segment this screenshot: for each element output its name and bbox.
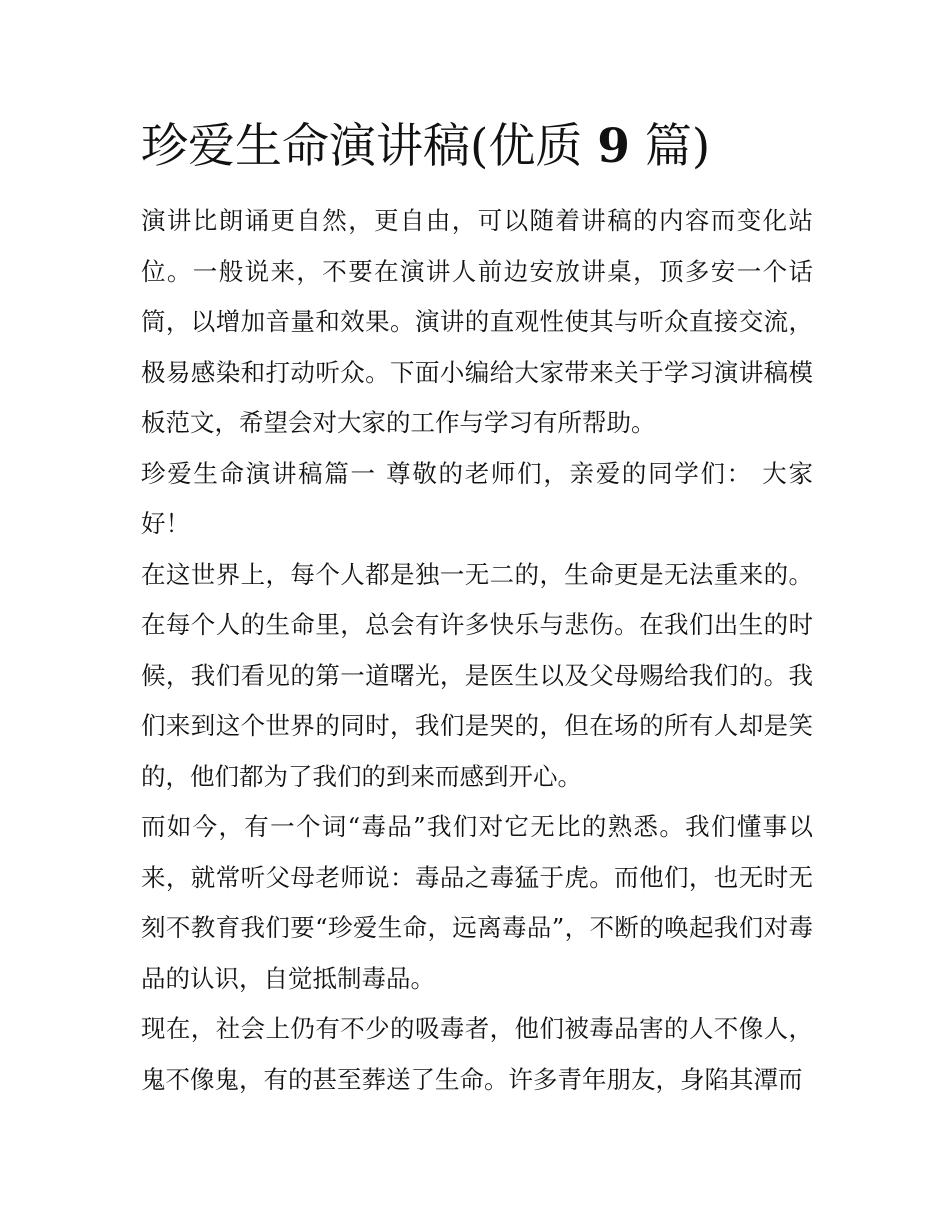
document-body: [141, 112, 813, 1105]
greeting-paragraph: 珍爱生命演讲稿篇一 尊敬的老师们，亲爱的同学们： 大家好！: [141, 458, 813, 538]
title-suffix: 篇): [629, 119, 711, 174]
body-paragraph: 现在，社会上仍有不少的吸毒者，他们被毒品害的人不像人，鬼不像鬼，有的甚至葬送了生命。许多青年朋友，身陷其潭而: [141, 1014, 813, 1094]
intro-paragraph: 演讲比朗诵更自然，更自由，可以随着讲稿的内容而变化站位。一般说来，不要在演讲人前边安放讲桌，顶多安一个话筒，以增加音量和效果。演讲的直观性使其与听众直接交流，极易感染和打动听众。下面小编给大家带来关于学习演讲稿模板范文，希望会对大家的工作与学习有所帮助。: [141, 206, 813, 437]
document-title: [141, 112, 813, 182]
title-number: 9: [597, 119, 630, 174]
title-prefix: 珍爱生命演讲稿(优质: [141, 119, 598, 174]
body-paragraph: 在这世界上，每个人都是独一无二的，生命更是无法重来的。在每个人的生命里，总会有许多快乐与悲伤。在我们出生的时候，我们看见的第一道曙光，是医生以及父母赐给我们的。我们来到这个世界的同时，我们是哭的，但在场的所有人却是笑的，他们都为了我们的到来而感到开心。: [141, 559, 813, 791]
body-paragraph: 而如今，有一个词“毒品”我们对它无比的熟悉。我们懂事以来，就常听父母老师说：毒品之毒猛于虎。而他们，也无时无刻不教育我们要“珍爱生命，远离毒品”，不断的唤起我们对毒品的认识，自觉抵制毒品。: [141, 812, 813, 993]
